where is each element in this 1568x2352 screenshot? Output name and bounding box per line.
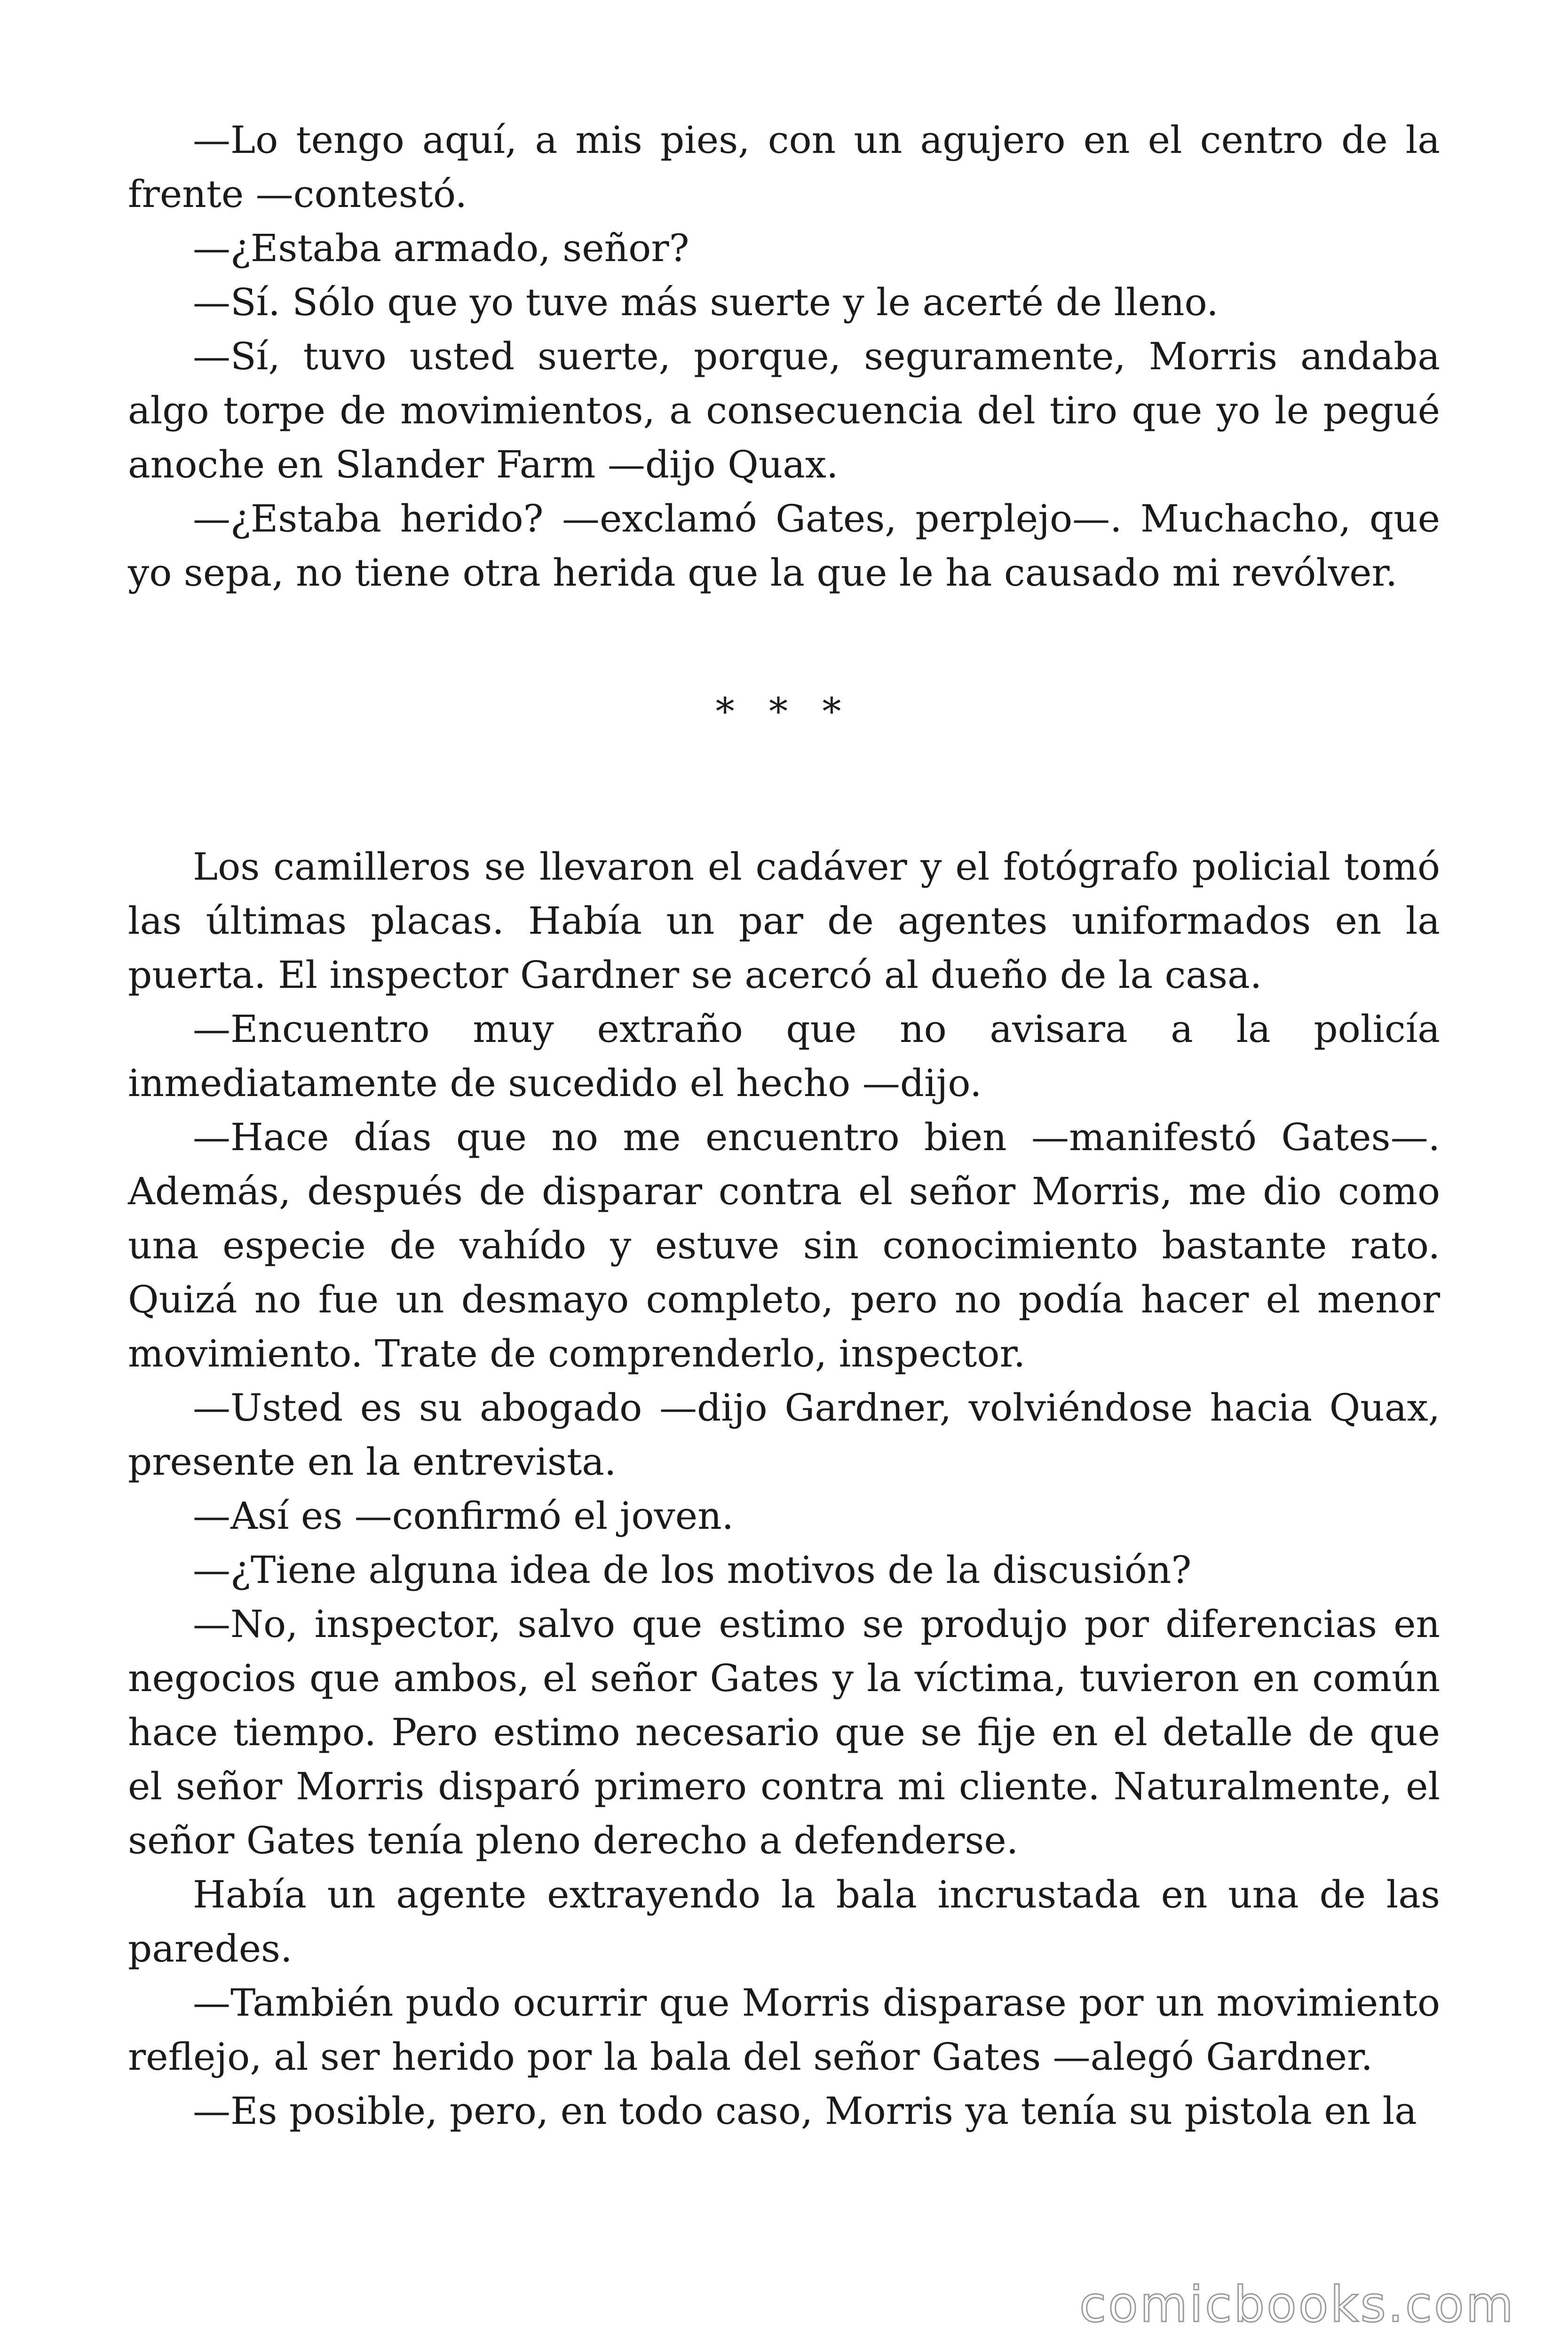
text-section-2	[128, 840, 1440, 2138]
paragraph: —Sí. Sólo que yo tuve más suerte y le acerté de lleno.	[193, 280, 1219, 324]
paragraph: —Hace días que no me encuentro bien —manifestó Gates—. Además, después de disparar contra el señor Morris, me dio como una especie de vahído y estuve sin conocimiento bastante rato. Quizá no fue un desmayo completo, pero no podía hacer el menor movimiento. Trate de comprenderlo, inspector.	[128, 1115, 1440, 1375]
paragraph: —¿Estaba herido? —exclamó Gates, perplejo—. Muchacho, que yo sepa, no tiene otra herida que la que le ha causado mi revólver.	[128, 497, 1440, 595]
section-separator: * * *	[715, 690, 853, 733]
text-section-1	[128, 113, 1440, 600]
paragraph: —También pudo ocurrir que Morris disparase por un movimiento reflejo, al ser herido por la bala del señor Gates —alegó Gardner.	[128, 1981, 1440, 2079]
paragraph: —¿Tiene alguna idea de los motivos de la discusión?	[193, 1548, 1192, 1592]
book-page	[128, 113, 1440, 2138]
paragraph: —Sí, tuvo usted suerte, porque, seguramente, Morris andaba algo torpe de movimientos, a consecuencia del tiro que yo le pegué anoche en Slander Farm —dijo Quax.	[128, 334, 1440, 486]
paragraph: —Es posible, pero, en todo caso, Morris ya tenía su pistola en la	[193, 2089, 1417, 2133]
paragraph: Había un agente extrayendo la bala incrustada en una de las paredes.	[128, 1873, 1440, 1971]
watermark: comicbooks.com	[1079, 2276, 1515, 2333]
paragraph: —Encuentro muy extraño que no avisara a la policía inmediatamente de sucedido el hecho —dijo.	[128, 1007, 1440, 1105]
paragraph: —Usted es su abogado —dijo Gardner, volviéndose hacia Quax, presente en la entrevista.	[128, 1386, 1440, 1484]
paragraph: —No, inspector, salvo que estimo se produjo por diferencias en negocios que ambos, el señor Gates y la víctima, tuvieron en común hace tiempo. Pero estimo necesario que se fije en el detalle de que el señor Morris disparó primero contra mi cliente. Naturalmente, el señor Gates tenía pleno derecho a defenderse.	[128, 1602, 1440, 1862]
paragraph: —Lo tengo aquí, a mis pies, con un agujero en el centro de la frente —contestó.	[128, 118, 1440, 216]
paragraph: Los camilleros se llevaron el cadáver y el fotógrafo policial tomó las últimas placas. Había un par de agentes uniformados en la puerta. El inspector Gardner se acercó al dueño de la casa.	[128, 845, 1440, 997]
paragraph: —¿Estaba armado, señor?	[193, 226, 689, 270]
paragraph: —Así es —confirmó el joven.	[193, 1494, 734, 1538]
